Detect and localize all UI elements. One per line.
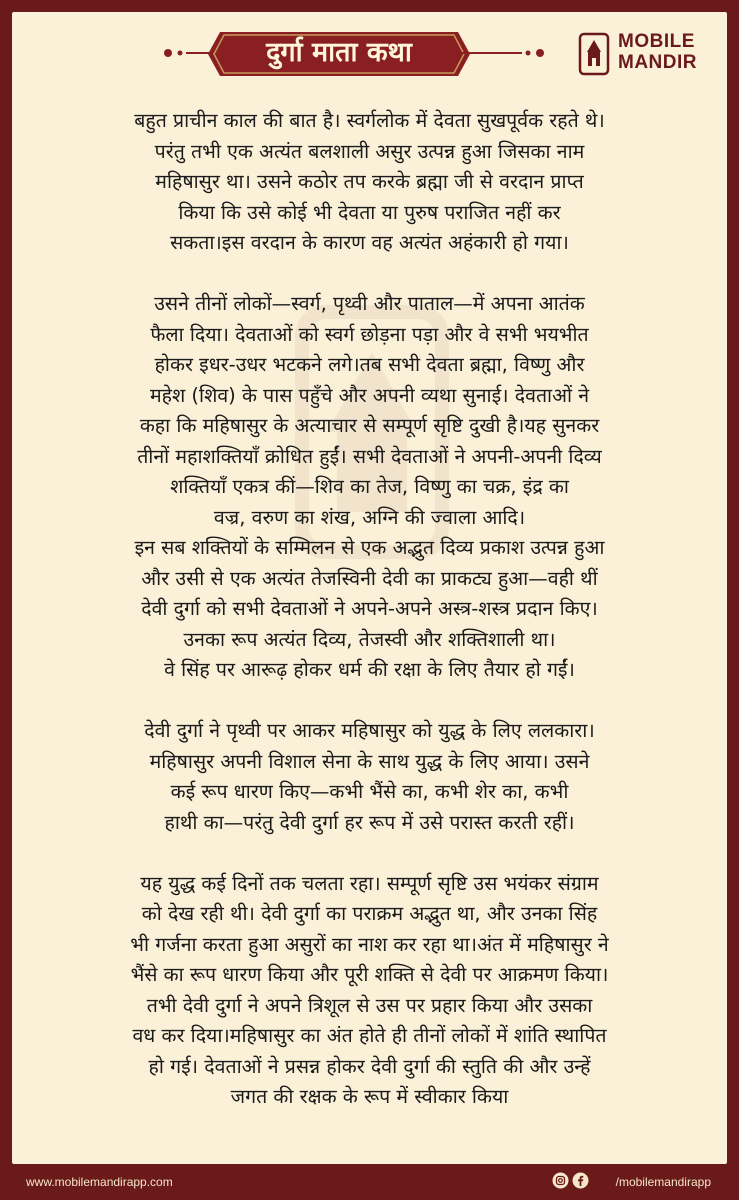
story-line: कहा कि महिषासुर के अत्याचार से सम्पूर्ण सृष्टि दुखी है।यह सुनकर <box>139 414 600 437</box>
story-line: तीनों महाशक्तियाँ क्रोधित हुईं। सभी देवताओं ने अपनी-अपनी दिव्य <box>137 444 602 468</box>
story-line: सकता।इस वरदान के कारण वह अत्यंत अहंकारी हो गया। <box>170 231 569 254</box>
story-line: उसने तीनों लोकों—स्वर्ग, पृथ्वी और पाताल—में अपना आतंक <box>154 292 585 315</box>
brand-logo[interactable] <box>578 30 708 78</box>
story-line: को देख रही थी। देवी दुर्गा का पराक्रम अद्भुत था, और उनका सिंह <box>141 902 598 925</box>
story-line: भैंसे का रूप धारण किया और पूरी शक्ति से देवी पर आक्रमण किया। <box>130 963 609 986</box>
social-handle[interactable]: /mobilemandirapp <box>615 1175 711 1189</box>
story-line: यह युद्ध कई दिनों तक चलता रहा। सम्पूर्ण सृष्टि उस भयंकर संग्राम <box>140 871 599 895</box>
story-line: वे सिंह पर आरूढ़ होकर धर्म की रक्षा के लिए तैयार हो गईं। <box>164 658 575 681</box>
story-text <box>46 106 693 1113</box>
story-line: बहुत प्राचीन काल की बात है। स्वर्गलोक में देवता सुखपूर्वक रहते थे। <box>134 109 605 132</box>
story-line: फैला दिया। देवताओं को स्वर्ग छोड़ना पड़ा और वे सभी भयभीत <box>150 322 589 346</box>
instagram-icon[interactable] <box>552 1172 569 1189</box>
facebook-icon[interactable] <box>572 1172 589 1189</box>
story-line: कई रूप धारण किए—कभी भैंसे का, कभी शेर का, कभी <box>170 780 569 803</box>
story-line: उनका रूप अत्यंत दिव्य, तेजस्वी और शक्तिशाली था। <box>183 627 556 651</box>
story-line: हो गई। देवताओं ने प्रसन्न होकर देवी दुर्गा की स्तुति की और उन्हें <box>148 1054 591 1078</box>
story-line: हाथी का—परंतु देवी दुर्गा हर रूप में उसे परास्त करती रहीं। <box>164 810 575 834</box>
story-line: और उसी से एक अत्यंत तेजस्विनी देवी का प्राकट्य हुआ—वही थीं <box>141 566 598 590</box>
website-link[interactable]: www.mobilemandirapp.com <box>26 1175 173 1189</box>
header <box>12 12 727 90</box>
story-paragraph <box>46 869 693 1113</box>
story-line: शक्तियाँ एकत्र कीं—शिव का तेज, विष्णु का चक्र, इंद्र का <box>170 475 569 498</box>
story-line: होकर इधर-उधर भटकने लगे।तब सभी देवता ब्रह्मा, विष्णु और <box>154 353 585 376</box>
ornament-right-icon <box>458 46 546 60</box>
story-line: वज्र, वरुण का शंख, अग्नि की ज्वाला आदि। <box>213 505 526 529</box>
story-line: महिषासुर अपनी विशाल सेना के साथ युद्ध के लिए आया। उसने <box>149 749 590 773</box>
story-card <box>12 12 727 1164</box>
temple-icon <box>578 30 610 76</box>
story-line: तभी देवी दुर्गा ने अपने त्रिशूल से उस पर प्रहार किया और उसका <box>146 993 593 1017</box>
page-title: दुर्गा माता कथा <box>266 37 412 68</box>
story-line: किया कि उसे कोई भी देवता या पुरुष पराजित नहीं कर <box>178 200 561 224</box>
story-paragraph <box>46 716 693 838</box>
story-paragraph <box>46 106 693 259</box>
story-line: महिषासुर था। उसने कठोर तप करके ब्रह्मा जी से वरदान प्राप्त <box>155 170 584 193</box>
logo-text-line2: MANDIR <box>618 52 697 73</box>
story-line: परंतु तभी एक अत्यंत बलशाली असुर उत्पन्न हुआ जिसका नाम <box>154 139 585 163</box>
story-line: देवी दुर्गा ने पृथ्वी पर आकर महिषासुर को युद्ध के लिए ललकारा। <box>144 719 595 742</box>
footer <box>0 1164 739 1200</box>
logo-text-line1: MOBILE <box>618 31 695 52</box>
story-line: वध कर दिया।महिषासुर का अंत होते ही तीनों लोकों में शांति स्थापित <box>132 1024 607 1047</box>
story-line: देवी दुर्गा को सभी देवताओं ने अपने-अपने अस्त्र-शस्त्र प्रदान किए। <box>141 597 598 620</box>
story-line: जगत की रक्षक के रूप में स्वीकार किया <box>230 1085 509 1108</box>
story-line: महेश (शिव) के पास पहुँचे और अपनी व्यथा सुनाई। देवताओं ने <box>149 383 590 407</box>
story-paragraph <box>46 289 693 686</box>
story-line: भी गर्जना करता हुआ असुरों का नाश कर रहा था।अंत में महिषासुर ने <box>130 932 609 956</box>
story-line: इन सब शक्तियों के सम्मिलन से एक अद्भुत दिव्य प्रकाश उत्पन्न हुआ <box>134 536 605 559</box>
